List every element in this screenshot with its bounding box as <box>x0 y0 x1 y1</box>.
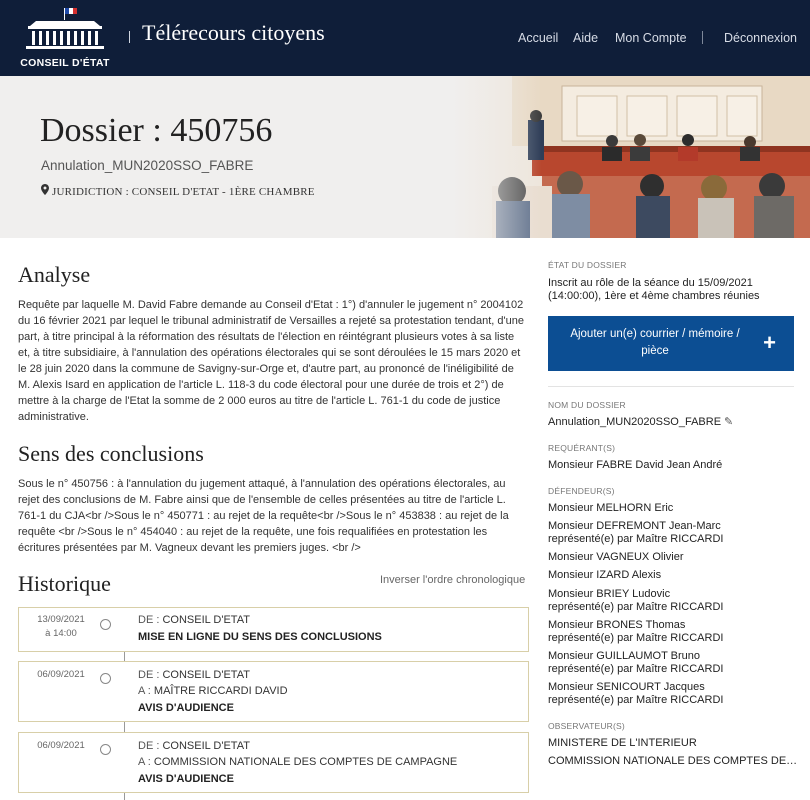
nav-accueil[interactable]: Accueil <box>518 31 559 45</box>
nav-aide[interactable]: Aide <box>573 31 599 45</box>
conseil-etat-logo[interactable] <box>20 6 110 70</box>
defendeur-name: Monsieur GUILLAUMOT Bruno <box>548 650 701 662</box>
analyse-text: Requête par laquelle M. David Fabre demande au Conseil d'Etat : 1°) d'annuler le jugement n° 2004102 du 16 février 2021 par lequel le tribunal administratif de Versailles a rejeté sa protestation tendant, d'une part, à titre principal à la réformation des résultats de l'élection en réintégrant plusieurs votes à sa liste et, à titre subsidiaire, à l'annulation des opérations électorales qui se sont déroulées le 15 mars 2020 et le 28 juin 2020 dans la commune de Savigny-sur-Orge et, d'autre part, au prononcé de l'inéligibilité de M. Alexis Isard en application de l'article L. 118-3 du code électoral pour une durée de trois et 2°) de mettre à la charge de l'Etat la somme de 2 000 euros au titre de l'article L. 761-1 du code de justice administrative. <box>18 299 524 423</box>
add-document-label: Ajouter un(e) courrier / mémoire / pièce <box>570 328 740 357</box>
logo-text: CONSEIL D'ÉTAT <box>20 57 110 69</box>
from-label: DE : <box>138 669 160 681</box>
history-from <box>138 614 250 626</box>
sidebar-divider <box>548 386 794 387</box>
history-to <box>138 756 457 768</box>
defendeur-name: Monsieur MELHORN Eric <box>548 502 674 514</box>
observateur-name: MINISTERE DE L'INTERIEUR <box>548 737 697 749</box>
timeline-dot <box>100 744 111 755</box>
defendeur-name: Monsieur BRIEY Ludovic <box>548 588 671 600</box>
from-value: CONSEIL D'ETAT <box>162 740 250 752</box>
history-date: 06/09/2021 <box>37 740 85 751</box>
timeline-dot <box>100 673 111 684</box>
defendeur-rep: représenté(e) par Maître RICCARDI <box>548 601 724 613</box>
jurisdiction-text: JURIDICTION : CONSEIL D'ETAT - 1ÈRE CHAMBRE <box>52 186 315 198</box>
observateur-label: OBSERVATEUR(S) <box>548 721 625 731</box>
from-value: CONSEIL D'ETAT <box>162 614 250 626</box>
history-title: AVIS D'AUDIENCE <box>138 702 234 714</box>
add-document-button[interactable] <box>548 316 794 371</box>
etat-label: ÉTAT DU DOSSIER <box>548 260 627 270</box>
history-from <box>138 669 250 681</box>
conclusions-heading: Sens des conclusions <box>18 441 204 466</box>
historique-heading: Historique <box>18 571 111 596</box>
requerant-value: Monsieur FABRE David Jean André <box>548 459 723 471</box>
history-title: AVIS D'AUDIENCE <box>138 773 234 785</box>
defendeur-rep: représenté(e) par Maître RICCARDI <box>548 533 724 545</box>
history-time: à 14:00 <box>45 628 77 639</box>
observateur-name: COMMISSION NATIONALE DES COMPTES DE ... <box>548 755 798 767</box>
timeline-dot <box>100 619 111 630</box>
invert-order-link[interactable]: Inverser l'ordre chronologique <box>380 574 526 586</box>
defendeur-label: DÉFENDEUR(S) <box>548 486 615 496</box>
defendeur-name: Monsieur SENICOURT Jacques <box>548 681 705 693</box>
page-title: Dossier : 450756 <box>40 112 273 149</box>
palais-royal-icon <box>24 6 106 56</box>
title-divider <box>129 31 130 43</box>
requerant-label: REQUÉRANT(S) <box>548 443 616 453</box>
defendeur-rep: représenté(e) par Maître RICCARDI <box>548 694 724 706</box>
dossier-banner <box>0 76 810 238</box>
from-value: CONSEIL D'ETAT <box>162 669 250 681</box>
defendeur-name: Monsieur DEFREMONT Jean-Marc <box>548 520 721 532</box>
to-label: A : <box>138 756 151 768</box>
nav-divider <box>702 31 703 44</box>
app-title[interactable]: Télérecours citoyens <box>142 20 325 45</box>
map-marker-icon <box>41 184 49 198</box>
nav-mon-compte[interactable]: Mon Compte <box>615 31 687 45</box>
etat-value: Inscrit au rôle de la séance du 15/09/2021 (14:00:00), 1ère et 4ème chambres réunies <box>548 277 760 302</box>
defendeur-rep: représenté(e) par Maître RICCARDI <box>548 663 724 675</box>
dossier-jurisdiction <box>41 184 315 198</box>
defendeur-name: Monsieur VAGNEUX Olivier <box>548 551 684 563</box>
defendeur-name: Monsieur IZARD Alexis <box>548 569 662 581</box>
history-date: 13/09/2021 <box>37 614 85 625</box>
from-label: DE : <box>138 740 160 752</box>
history-to <box>138 685 288 697</box>
defendeur-rep: représenté(e) par Maître RICCARDI <box>548 632 724 644</box>
defendeur-name: Monsieur BRONES Thomas <box>548 619 686 631</box>
top-header <box>0 0 810 76</box>
to-label: A : <box>138 685 151 697</box>
courtroom-illustration <box>452 76 810 238</box>
nom-value <box>548 416 798 429</box>
history-date: 06/09/2021 <box>37 669 85 680</box>
to-value: MAÎTRE RICCARDI DAVID <box>153 685 288 697</box>
nom-label: NOM DU DOSSIER <box>548 400 626 410</box>
nom-text: Annulation_MUN2020SSO_FABRE <box>548 416 722 428</box>
conclusions-text: Sous le n° 450756 : à l'annulation du jugement attaqué, à l'annulation des opérations électorales, au rejet des conclusions de M. Fabre ainsi que de l'ensemble de celles présentées au titre de l'article L. 761-1 du CJA<br />Sous le n° 450771 : au rejet de la requête<br />Sous le n° 453838 : au rejet de la requête <br />Sous le n° 454040 : au rejet de la requête, une fois requalifiées en protestation les écritures présentées par M. Vagneux devant les premiers juges. <br /> <box>18 478 509 554</box>
analyse-heading: Analyse <box>18 262 91 287</box>
dossier-subtitle: Annulation_MUN2020SSO_FABRE <box>41 158 254 173</box>
history-title: MISE EN LIGNE DU SENS DES CONCLUSIONS <box>138 631 382 643</box>
nav-deconnexion[interactable]: Déconnexion <box>724 31 797 45</box>
from-label: DE : <box>138 614 160 626</box>
history-from <box>138 740 250 752</box>
edit-icon[interactable]: ✎ <box>724 416 734 428</box>
plus-icon: + <box>763 330 776 355</box>
to-value: COMMISSION NATIONALE DES COMPTES DE CAMPAGNE <box>153 756 458 768</box>
